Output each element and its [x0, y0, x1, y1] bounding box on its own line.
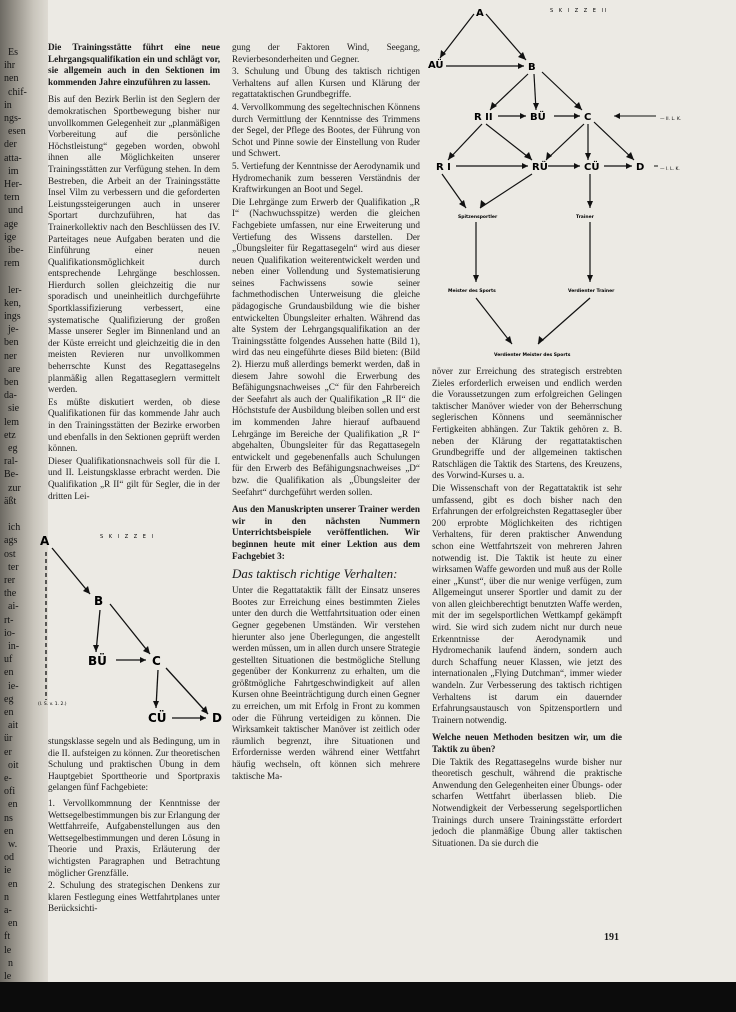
gutter-fragment: atta-	[4, 152, 22, 164]
column-1-bottom	[48, 736, 220, 916]
col3-heading: Welche neuen Methoden besitzen wir, um die Taktik zu üben?	[432, 732, 622, 754]
gutter-fragment: ür	[4, 733, 13, 745]
gutter-fragment: en	[8, 918, 18, 930]
gutter-fragment: rer	[4, 575, 16, 586]
gutter-fragment: etz	[4, 429, 16, 441]
col2-paragraph-2: Die Lehrgänge zum Erwerb der Qualifikation „R I“ (Nachwuchsspitze) werden die gleichen Fachgebiete umfassen, nur eine Erweiterung und Vertiefung des Wissens darstellen. Der „Übungsleiter für Regattasegeln“ wird aus dieser neuen Qualifikation weiterentwickelt werden und neben einer Vollendung und Systematisierung seines Fachwissens sowie seiner fachmethodischen Unterweisung die gleiche pädagogische Grundausbildung wie die bisher entwickelten Übungsleiter erhalten. Während das alte System der Lehrgangsqualifikation an der Trainingsstätte folgendes Aussehen hatte (Bild 1), wird das neu eingeführte dieses Bild bieten: (Bild 2). Hierzu muß allerdings bemerkt werden, daß in diesem Jahre sowohl die Erwerbung des Befähigungsnachweises „C“ für den Fahrbereich der Seefahrt als auch der Qualifikation „R II“ die Höchststufe der Ausbildung bleiben sollen und erst im kommenden Jahre hierauf aufbauend Lehrgänge im Bereiche der Qualifikation „R I“ abgehalten, Übungsleiter für das Regattasegeln entwickelt und gegebenenfalls auch Schulungen für den Erwerb des Befähigungsnachweises „D“ bzw. die Qualifikation als „Übungsleiter der Seefahrt“ durchgeführt werden sollen.	[232, 196, 420, 497]
sketch-1	[30, 530, 230, 730]
gutter-fragment: je-	[8, 324, 19, 336]
sketch-2-node-r2: R II	[474, 112, 493, 123]
gutter-fragment: n	[4, 891, 9, 903]
gutter-fragment: im	[8, 165, 19, 177]
gutter-fragment: uf	[4, 654, 13, 666]
gutter-fragment: tern	[4, 192, 20, 204]
gutter-fragment: ter	[8, 561, 19, 573]
sketch-2-meister: Meister des Sports	[448, 289, 496, 294]
sketch-1-node-a: A	[40, 534, 50, 548]
sketch-1-arrows	[46, 548, 208, 718]
gutter-fragment: ings	[4, 311, 21, 322]
scan-bottom-edge	[0, 982, 736, 1012]
gutter-fragment: Es	[8, 47, 18, 58]
sketch-1-node-c: C	[152, 654, 161, 668]
gutter-fragment: le	[4, 944, 12, 956]
gutter-fragment: ags	[4, 535, 18, 547]
sketch-2-node-ru: RÜ	[532, 162, 548, 173]
sketch-2-node-d: D	[636, 162, 645, 173]
gutter-fragment: ait	[8, 720, 18, 732]
gutter-fragment: ai-	[8, 601, 19, 613]
gutter-fragment: ner	[4, 350, 17, 362]
gutter-fragment: ige	[4, 231, 17, 243]
gutter-fragment: und	[8, 205, 23, 217]
gutter-fragment: w.	[8, 839, 18, 850]
sketch-2-node-a: A	[476, 8, 484, 19]
sketch-2-side-arrowheads	[614, 113, 620, 119]
col1-paragraph-1: Bis auf den Bezirk Berlin ist den Seglern der demokratischen Sportbewegung bisher nur unvollkommen Gelegenheit zur „planmäßigen Vorbereitung auf die persönliche Höchstleistung“ gegeben worden, obwohl ihnen alle Möglichkeiten unserer Trainingsstätten zur Verfügung stehen. In dem Bestreben, die Arbeit an der Trainingsstätte Insel Vilm zu verbessern und die geforderten Leistungssteigerungen auch in unserer Sportart durchzuführen, hat das Trainerkollektiv nach den Beschlüssen des IV. Parteitages neue Aufgaben beraten und die Einführung einer neuen Qualifikationsmöglichkeit durch entsprechende Lehrgänge beschlossen. Hierdurch sollen gleichzeitig die nur sporadisch und uneinheitlich durchgeführte Sportklassifizierung verbessert, eine systematische Qualifizierung der großen Masse unserer Segler im Binnenland und an der Küste erreicht und gleichzeitig die in den meisten Revieren nur unvollkommen beherrschte Kunst des Regattasegelns planmäßig allen Regattaseglern vermittelt werden.	[48, 94, 220, 395]
column-3	[432, 366, 622, 850]
gutter-fragment: en	[4, 707, 14, 718]
gutter-fragment: ft	[4, 931, 11, 943]
gutter-fragment: en	[8, 878, 18, 890]
gutter-fragment: oit	[8, 759, 19, 771]
sketch-2-node-bu: BÜ	[530, 112, 546, 123]
sketch-2-node-cu: CÜ	[584, 162, 600, 173]
gutter-fragment: ben	[4, 337, 19, 349]
col1-paragraph-2: Es müßte diskutiert werden, ob diese Qualifikationen für das kommende Jahr auch in den Trainingsstätten der Bezirke erworben und ebenfalls in den Sektionen geprüft werden können.	[48, 396, 220, 454]
gutter-fragment: en	[4, 825, 14, 837]
gutter-fragment: od	[4, 852, 14, 864]
gutter-fragment: sie	[8, 403, 20, 415]
col3-paragraph-2: Die Wissenschaft von der Regattataktik ist sehr umfassend, gibt es doch bisher nach den Erfahrungen der erfolgreichsten Regattasegler über 200 erprobte Möglichkeiten des richtigen Verhaltens, für deren praktischer Anwendung schon eine Wettfahrtszeit von mehreren Jahren notwendig ist. Die Taktik ist heute zu einer wirksamen Waffe geworden und muß aus der Rolle einer „Kunst“, über die nur wenige verfügen, zum Allgemeingut unserer Sportler und damit zu der von allen gleichberechtigt benutzten Waffe werden, mit der im segelsportlichen Wettkampf gekämpft wird. Sie wird sich zudem nicht nur durch neue Erkenntnisse der Aerodynamik und Hydromechanik laufend ändern, sondern auch durch Schaffung neuer Klassen, wie jetzt des internationalen „Flying Dutchman“, immer wieder wandeln. Zur Verbesserung des taktisch richtigen Verhaltens ist darum ein dauernder Erfahrungsaustausch von Spitzensportlern und Trainern notwendig.	[432, 482, 622, 725]
sketch-1-diagram	[30, 530, 230, 730]
col2-paragraph-3: Unter die Regattataktik fällt der Einsatz unseres Bootes zur Erreichung eines bestimmten Zieles unter den durch die Wettfahrtsituation oder einen Gegner gegebenen Umständen. Wir verstehen hierunter also jene Überlegungen, die angestellt werden müssen, um in allen durch unsere Strategie gestellten Situationen die bestmögliche Stellung gegenüber der Konkurrenz zu erhalten, um die größtmögliche Fahrtgeschwindigkeit auf allen Kursen ohne Beeinträchtigung durch einen Gegner zu erreichen, um mit Erfolg in Front zu kommen oder die Führung verteidigen zu können. Die Wirksamkeit taktischer Manöver ist zeitlich oder räumlich begrenzt, ihre Situationen und Erfordernisse werden während einer Wettfahrt häufig wechseln, oft können sich mehrere taktische Ma-	[232, 585, 420, 781]
gutter-fragment: in	[4, 99, 12, 111]
gutter-fragment: en	[4, 667, 14, 679]
gutter-fragment: der	[4, 139, 17, 151]
col1-paragraph-4: stungsklasse segeln und als Bedingung, um in die II. aufsteigen zu können. Zur theoretischen Schulung und praktischen Übung in dem Hauptgebiet Sporttheorie und Sportpraxis gelangen fünf Fachgebiete:	[48, 736, 220, 793]
sketch-2-side-2: — I. L. K.	[660, 167, 680, 172]
col2-item-3: 3. Schulung und Übung des taktisch richtigen Verhaltens auf allen Kursen und Klärung der regattataktischen Grundbegriffe.	[232, 66, 420, 100]
gutter-fragment: chif-	[8, 86, 27, 98]
gutter-fragment: ibe-	[8, 245, 24, 256]
gutter-fragment: ich	[8, 522, 21, 534]
sketch-2-verdienter-trainer: Verdienter Trainer	[568, 289, 615, 294]
gutter-fragment: Be-	[4, 469, 19, 481]
sketch-2-label: S K I Z Z E II	[550, 8, 609, 14]
sketch-2-arrows	[440, 14, 634, 344]
col3-paragraph-3: Die Taktik des Regattasegelns wurde bisher nur theoretisch geschult, während die praktische Anwendung den Gelegenheiten einer Übungs- oder scharfen Wettfahrt überlassen blieb. Die Notwendigkeit der Verbesserung segelsportlichen Trainings durch unsere Trainingsstätte erfordert jedoch die planmäßige Übung aller taktischen Situationen. Da sie durch die	[432, 756, 622, 848]
gutter-fragment: le	[4, 971, 12, 982]
col2-item-5: 5. Vertiefung der Kenntnisse der Aerodynamik und Hydromechanik zum besseren Verständnis der Kraftwirkungen an Boot und Segel.	[232, 160, 420, 195]
section-title: Das taktisch richtige Verhalten:	[232, 566, 398, 582]
gutter-fragment: ler-	[8, 284, 22, 296]
gutter-fragment: eg	[4, 693, 14, 705]
col1-item-1: 1. Vervollkommnung der Kenntnisse der Wettsegelbestimmungen bis zur Erlangung der Wettfahrreife, Aufgabenstellungen aus den Wettsegelbestimmungen und deren Lösung in Theorie und Praxis, Erläuterung der wichtigsten Paragraphen und Betrachtung möglicher Grenzfälle.	[48, 797, 220, 878]
gutter-fragment: Her-	[4, 179, 23, 190]
gutter-fragment: äßt	[4, 495, 17, 507]
sketch-1-node-d: D	[212, 711, 222, 725]
gutter-fragment: ken,	[4, 297, 21, 309]
gutter-fragment: the	[4, 588, 17, 600]
gutter-fragment: ie-	[8, 680, 19, 692]
gutter-fragment: nen	[4, 73, 19, 85]
sketch-1-node-cu: CÜ	[148, 711, 167, 725]
sketch-2-node-r1: R I	[436, 162, 451, 173]
gutter-fragment: in-	[8, 641, 20, 652]
sketch-2-node-c: C	[584, 112, 592, 123]
gutter-fragment: are	[8, 363, 21, 375]
gutter-fragment: en	[8, 799, 18, 811]
gutter-fragment: ral-	[4, 456, 18, 468]
page-number: 191	[604, 932, 619, 943]
gutter-fragment: a-	[4, 905, 12, 916]
column-1-top	[48, 42, 220, 503]
binding-gutter	[0, 0, 48, 1012]
col1-paragraph-3: Dieser Qualifikationsnachweis soll für die I. und II. Leistungsklasse erbracht werden. Die Qualifikation „R II“ gilt für Segler, die in der dritten Lei-	[48, 455, 220, 501]
sketch-1-node-b: B	[94, 594, 104, 608]
gutter-fragment: io-	[4, 627, 16, 639]
gutter-fragment: ben	[4, 377, 19, 388]
gutter-fragment: esen	[8, 126, 26, 138]
gutter-fragment: e-	[4, 773, 12, 784]
column-2	[232, 42, 420, 783]
col1-item-2: 2. Schulung des strategischen Denkens zur klaren Festlegung eines Wettfahrtplanes unter Berücksichti-	[48, 880, 220, 914]
gutter-fragment: er	[4, 746, 12, 758]
sketch-2-side-1: — II. L. K.	[660, 117, 682, 122]
sketch-1-legend: (l. S. v. 1. 2.)	[38, 702, 67, 707]
sketch-2-trainer: Trainer	[576, 215, 594, 220]
col3-paragraph-1: növer zur Erreichung des strategisch erstrebten Zieles erforderlich erweisen und endlich werden die Voraussetzungen zum erfolgreichen Gelingen taktischer Manöver wieder von der Beherrschung seglerischen Könnens und seemännischer Fertigkeiten abhängen. Zur Taktik gehören z. B. neben der Klärung der regattataktischen Grundbegriffe und der allgemeinen taktischen Ratschlägen die Taktik des Startens, des Kreuzens, des Vorwind-Kurses u. a.	[432, 366, 622, 481]
col2-paragraph-1: gung der Faktoren Wind, Seegang, Revierbesonderheiten und Gegner.	[232, 42, 420, 64]
gutter-fragment: lem	[4, 416, 19, 428]
gutter-fragment: ngs-	[4, 113, 22, 124]
gutter-fragment: ie	[4, 865, 12, 877]
gutter-fragment: rem	[4, 258, 20, 270]
gutter-fragment: ihr	[4, 60, 16, 72]
intro-bold: Die Trainingsstätte führt eine neue Lehrgangsqualifikation ein und schlägt vor, sie allgemein auch in den Sektionen im kommenden Jahre einzuführen zu lassen.	[48, 42, 220, 87]
sketch-2-node-b: B	[528, 62, 536, 73]
sketch-2-side-arrows	[614, 116, 658, 166]
gutter-fragment: ost	[4, 548, 16, 560]
gutter-fragment: age	[4, 218, 18, 230]
sketch-1-node-bu: BÜ	[88, 654, 107, 668]
gutter-fragment: rt-	[4, 614, 14, 626]
gutter-fragment: n	[8, 957, 13, 969]
sketch-2	[428, 2, 728, 362]
sketch-2-diagram	[428, 2, 728, 362]
gutter-fragment: eg	[8, 443, 18, 454]
sketch-1-label: S K I Z Z E I	[100, 534, 155, 540]
sketch-2-verdienter-meister: Verdienter Meister des Sports	[494, 353, 571, 358]
col2-item-4: 4. Vervollkommung des segeltechnischen Könnens durch Vermittlung der Kenntnisse des Trimmens der Segel, der Pflege des Bootes, der Führung von Schot und Pinne sowie der Einstellung von Ruder und Schwert.	[232, 101, 420, 159]
sketch-2-node-au: AÜ	[428, 60, 444, 71]
announcement-bold: Aus den Manuskripten unserer Trainer werden wir in den nächsten Nummern Unterrichtsbeispiele veröffentlichen. Wir beginnen heute mit einer Lektion aus dem Fachgebiet 3:	[232, 504, 420, 561]
gutter-fragment: zur	[8, 482, 21, 494]
gutter-fragment: ns	[4, 812, 13, 824]
gutter-fragment: ofi	[4, 786, 16, 798]
gutter-fragment: da-	[4, 390, 17, 402]
sketch-2-arrowheads	[440, 50, 634, 344]
sketch-2-spitzensportler: Spitzensportler	[458, 215, 498, 220]
